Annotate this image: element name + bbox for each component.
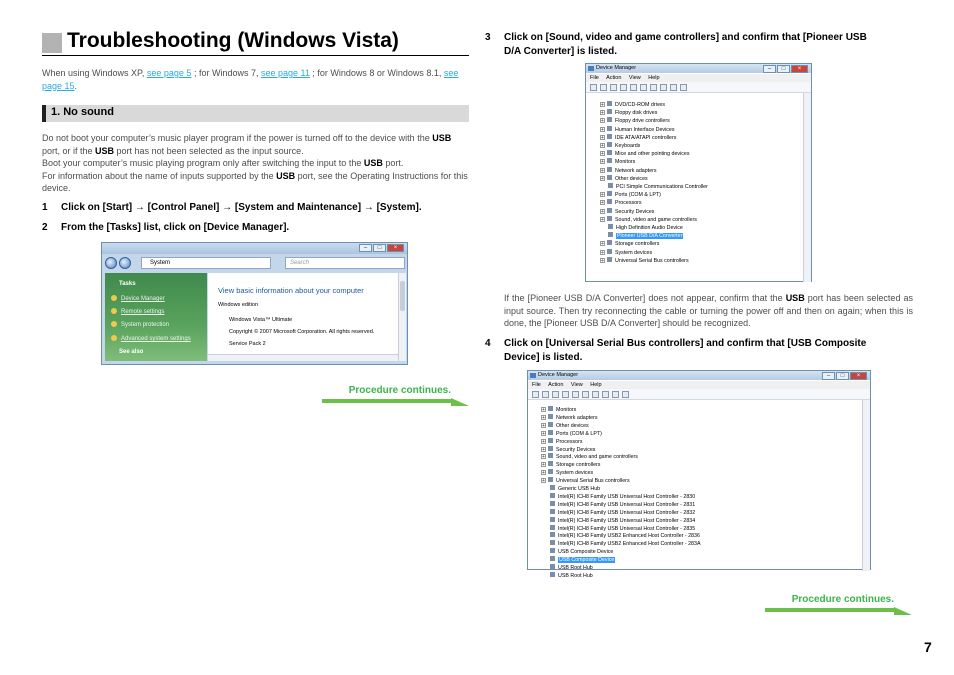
toolbar-icon	[670, 84, 677, 91]
expand-icon: +	[601, 118, 604, 125]
vertical-scrollbar	[398, 273, 406, 361]
device-icon	[608, 183, 613, 188]
note-paragraph	[504, 292, 913, 330]
task-label: System protection	[121, 322, 170, 328]
procedure-continues-label: Procedure continues.	[791, 594, 894, 605]
toolbar-icon	[630, 84, 637, 91]
step-text-line-1: Click on [Universal Serial Bus controllers] and confirm that [USB Composite	[504, 338, 867, 349]
device-icon	[550, 501, 555, 506]
device-label: Human Interface Devices	[615, 126, 675, 133]
device-label: Processors	[615, 200, 642, 207]
usb-label: USB	[785, 293, 805, 303]
dm-titlebar	[528, 371, 870, 380]
device-icon	[550, 540, 555, 545]
step-3	[485, 31, 915, 58]
device-icon	[550, 517, 555, 522]
window-titlebar	[102, 243, 407, 254]
device-icon	[607, 240, 612, 245]
device-label: Monitors	[615, 159, 636, 166]
note-text: If the [Pioneer USB D/A Converter] does not appear, confirm that the	[504, 293, 786, 303]
page-title: Troubleshooting (Windows Vista)	[67, 29, 399, 52]
toolbar-icon	[612, 391, 619, 398]
expand-icon: +	[542, 462, 545, 469]
step-text-line-2: Device] is listed.	[504, 351, 583, 363]
toolbar-icon	[532, 391, 539, 398]
step-1	[42, 202, 422, 213]
device-manager-screenshot-1	[585, 63, 812, 282]
device-icon	[548, 414, 553, 419]
expand-icon: +	[601, 151, 604, 158]
device-label: Security Devices	[615, 208, 655, 215]
expand-icon: +	[601, 200, 604, 207]
expand-icon: +	[601, 192, 604, 199]
device-icon	[550, 564, 555, 569]
device-label: Monitors	[556, 407, 577, 413]
expand-icon: +	[601, 110, 604, 117]
intro-text-4: .	[74, 80, 78, 91]
device-tree-item	[550, 493, 695, 501]
device-icon	[607, 199, 612, 204]
toolbar-icon	[640, 84, 647, 91]
search-field	[285, 257, 405, 269]
expand-icon: +	[601, 249, 604, 256]
device-label: Intel(R) ICH8 Family USB Universal Host Controller - 2830	[558, 493, 696, 500]
device-label: Ports (COM & LPT)	[556, 430, 602, 437]
device-label: System devices	[615, 249, 653, 256]
expand-icon: +	[601, 208, 604, 215]
procedure-bar	[322, 399, 452, 403]
step-text-line-1: Click on [Sound, video and game controllers] and confirm that [Pioneer USB	[504, 32, 867, 43]
device-label: Floppy disk drives	[615, 110, 658, 117]
device-icon	[607, 109, 612, 114]
device-tree-item	[600, 158, 635, 166]
expand-icon: +	[601, 143, 604, 149]
tasks-sidebar	[105, 273, 207, 361]
title-divider	[42, 55, 469, 56]
device-icon	[548, 469, 553, 474]
procedure-continues-label: Procedure continues.	[348, 385, 451, 396]
device-tree-item	[608, 183, 708, 191]
device-tree-item	[600, 167, 657, 175]
link-page-5[interactable]: see page 5	[146, 68, 192, 78]
tasks-heading: Tasks	[119, 281, 136, 287]
maximize-icon: □	[373, 244, 386, 252]
back-icon	[105, 257, 117, 269]
device-icon	[548, 477, 553, 482]
dm-menubar: File Action View Help	[586, 74, 811, 82]
device-tree-item	[600, 101, 665, 109]
device-tree-item	[541, 446, 595, 454]
dm-toolbar	[528, 389, 870, 400]
device-icon	[607, 150, 612, 155]
device-icon	[607, 126, 612, 131]
device-icon	[548, 430, 553, 435]
device-tree-item	[550, 485, 600, 493]
toolbar-icon	[680, 84, 687, 91]
expand-icon: +	[542, 407, 545, 413]
link-page-15[interactable]: see page 15	[42, 68, 459, 91]
device-icon	[548, 461, 553, 466]
toolbar-icon	[600, 84, 607, 91]
device-tree-item	[550, 532, 700, 540]
maximize-icon: □	[836, 372, 849, 380]
device-label: USB Root Hub	[558, 572, 593, 579]
close-icon: ×	[850, 372, 867, 380]
expand-icon: +	[601, 159, 604, 166]
expand-icon: +	[542, 438, 545, 445]
device-label: USB Composite Device	[558, 549, 614, 556]
expand-icon: +	[601, 175, 604, 182]
body-text: For information about the name of inputs supported by the	[42, 170, 277, 181]
device-label: IDE ATA/ATAPI controllers	[615, 134, 677, 141]
device-tree-item	[541, 461, 600, 469]
step-number: 4	[485, 338, 491, 349]
device-label: Network adapters	[615, 167, 657, 174]
system-heading: View basic information about your computer	[218, 286, 364, 295]
dm-menubar: File Action View Help	[528, 381, 870, 389]
device-icon	[548, 422, 553, 427]
toolbar-icon	[552, 391, 559, 398]
toolbar-icon	[660, 84, 667, 91]
device-tree-item	[600, 126, 674, 134]
device-icon	[607, 158, 612, 163]
address-text: System	[150, 260, 171, 266]
device-icon	[548, 446, 553, 451]
expand-icon: +	[542, 414, 545, 421]
device-icon	[550, 572, 555, 577]
device-label: Intel(R) ICH8 Family USB2 Enhanced Host Controller - 2836	[558, 533, 700, 540]
title-square-icon	[42, 33, 62, 53]
device-label: Intel(R) ICH8 Family USB Universal Host Controller - 2835	[558, 525, 696, 532]
minimize-icon: –	[822, 372, 835, 380]
usb-label: USB	[95, 145, 115, 156]
device-label: DVD/CD-ROM drives	[615, 102, 666, 108]
link-page-11[interactable]: see page 11	[260, 68, 310, 78]
device-tree-item	[600, 150, 690, 158]
expand-icon: +	[601, 102, 604, 108]
device-label: Storage controllers	[615, 241, 660, 248]
expand-icon: +	[542, 470, 545, 477]
body-text: port.	[382, 158, 404, 168]
toolbar-icon	[542, 391, 549, 398]
toolbar-icon	[582, 391, 589, 398]
device-manager-icon	[530, 373, 536, 378]
device-label: Universal Serial Bus controllers	[615, 257, 689, 264]
toolbar-icon	[650, 84, 657, 91]
body-paragraph-2	[42, 157, 469, 170]
task-label: Device Manager	[121, 296, 165, 302]
expand-icon: +	[542, 478, 545, 485]
device-icon	[550, 509, 555, 514]
copyright-text: Copyright © 2007 Microsoft Corporation. All rights reserved.	[229, 329, 375, 335]
maximize-icon: □	[777, 65, 790, 73]
device-tree-item	[600, 216, 697, 224]
device-icon	[607, 142, 612, 147]
see-also-heading: See also	[119, 349, 144, 355]
device-icon	[607, 191, 612, 196]
device-tree-item	[600, 257, 689, 265]
toolbar-icon	[562, 391, 569, 398]
device-label: High Definition Audio Device	[616, 225, 683, 231]
device-label: PCI Simple Communications Controller	[616, 184, 708, 190]
toolbar-icon	[592, 391, 599, 398]
device-label: Storage controllers	[556, 462, 601, 469]
step-2	[42, 222, 289, 233]
minimize-icon: –	[763, 65, 776, 73]
device-label: USB Root Hub	[558, 565, 593, 571]
section-header	[42, 105, 469, 122]
device-tree-item	[608, 224, 683, 232]
address-bar	[105, 256, 403, 270]
device-icon	[548, 406, 553, 411]
expand-icon: +	[601, 216, 604, 223]
arrow-right-icon	[894, 607, 912, 615]
forward-icon	[119, 257, 131, 269]
edition-value: Windows Vista™ Ultimate	[229, 317, 293, 323]
device-tree-item	[600, 175, 648, 183]
device-tree-item	[541, 477, 630, 485]
device-label: System devices	[556, 470, 594, 477]
step-number: 2	[42, 222, 48, 233]
device-tree-item	[541, 469, 593, 477]
toolbar-icon	[620, 84, 627, 91]
task-device-manager	[111, 295, 165, 302]
device-label: Generic USB Hub	[558, 486, 601, 492]
device-tree-item	[600, 240, 659, 248]
device-tree-item	[600, 199, 642, 207]
expand-icon: +	[601, 134, 604, 141]
dm-titlebar	[586, 64, 811, 73]
device-icon	[607, 208, 612, 213]
device-label: Intel(R) ICH8 Family USB Universal Host Controller - 2834	[558, 517, 696, 524]
device-label: Intel(R) ICH8 Family USB2 Enhanced Host Controller - 283A	[558, 541, 701, 548]
expand-icon: +	[542, 430, 545, 437]
device-label: Ports (COM & LPT)	[615, 192, 661, 199]
device-tree-item	[600, 142, 640, 150]
task-label: Remote settings	[121, 309, 165, 315]
toolbar-icon	[590, 84, 597, 91]
device-icon	[607, 216, 612, 221]
device-label: Sound, video and game controllers	[556, 454, 638, 461]
toolbar-icon	[622, 391, 629, 398]
device-tree-item	[550, 548, 613, 556]
device-tree-item	[550, 564, 593, 572]
step-number: 3	[485, 32, 491, 43]
expand-icon: +	[542, 422, 545, 429]
device-tree-item	[550, 509, 695, 517]
usb-label: USB	[363, 158, 383, 168]
device-icon	[607, 101, 612, 106]
device-icon	[548, 438, 553, 443]
edition-label: Windows edition	[218, 302, 259, 308]
device-icon	[550, 556, 555, 561]
intro-text-2: ; for Windows 7,	[191, 68, 261, 78]
device-tree-item	[541, 414, 598, 422]
intro-text-3: ; for Windows 8 or Windows 8.1,	[309, 68, 444, 78]
expand-icon: +	[601, 257, 604, 264]
device-tree-item	[550, 556, 615, 564]
device-tree-item	[541, 438, 583, 446]
expand-icon: +	[542, 446, 545, 453]
device-label: Pioneer USB D/A Converter	[617, 233, 683, 240]
shield-icon	[111, 335, 117, 341]
search-placeholder: Search	[290, 260, 310, 266]
device-icon	[607, 117, 612, 122]
device-label: Other devices	[556, 422, 589, 429]
device-icon	[607, 249, 612, 254]
intro-paragraph	[42, 67, 469, 92]
device-tree-item	[600, 208, 654, 216]
device-icon	[608, 232, 613, 237]
usb-label: USB	[432, 133, 452, 143]
toolbar-icon	[572, 391, 579, 398]
device-label: Intel(R) ICH8 Family USB Universal Host Controller - 2832	[558, 509, 696, 516]
procedure-bar	[765, 608, 895, 612]
task-label: Advanced system settings	[121, 336, 191, 342]
device-tree-item	[550, 540, 700, 548]
system-window-screenshot	[101, 242, 408, 365]
device-label: Intel(R) ICH8 Family USB Universal Host Controller - 2831	[558, 501, 696, 508]
device-tree-item	[550, 517, 695, 525]
body-text: port, see the Operating Instructions for this device.	[42, 170, 468, 193]
device-icon	[607, 134, 612, 139]
arrow-right-icon	[451, 398, 469, 406]
expand-icon: +	[542, 454, 545, 461]
device-icon	[550, 525, 555, 530]
device-tree-item	[550, 572, 593, 580]
device-tree-item	[600, 109, 657, 117]
device-icon	[608, 224, 613, 229]
toolbar-icon	[602, 391, 609, 398]
page-number: 7	[924, 639, 932, 655]
device-tree-item	[541, 422, 589, 430]
device-label: Sound, video and game controllers	[615, 216, 697, 223]
intro-text-1: When using Windows XP,	[42, 68, 147, 78]
service-pack: Service Pack 2	[229, 341, 266, 347]
device-manager-screenshot-2	[527, 370, 871, 579]
dm-title: Device Manager	[538, 372, 579, 378]
section-title: 1. No sound	[51, 106, 114, 118]
body-text: Boot your computer’s music playing program only after switching the input to the	[42, 158, 364, 168]
device-tree-item	[600, 134, 676, 142]
device-tree-item	[600, 117, 670, 125]
section-body	[42, 132, 469, 195]
vertical-scrollbar	[803, 93, 811, 282]
device-tree-item	[600, 191, 661, 199]
device-tree-item	[550, 525, 695, 533]
step-text: Click on [Start] → [Control Panel] → [System and Maintenance] → [System].	[61, 202, 422, 213]
device-label: Network adapters	[556, 414, 598, 421]
procedure-continues-left	[322, 385, 469, 403]
body-text: port, or if the	[42, 145, 96, 156]
device-icon	[607, 175, 612, 180]
close-icon: ×	[387, 244, 404, 252]
device-label: Universal Serial Bus controllers	[556, 478, 630, 485]
shield-icon	[111, 321, 117, 327]
body-paragraph-3	[42, 170, 469, 195]
device-tree-item	[600, 249, 652, 257]
device-tree-item	[550, 501, 695, 509]
device-tree-item	[608, 232, 683, 240]
device-label: Mice and other pointing devices	[615, 151, 690, 158]
toolbar-icon	[610, 84, 617, 91]
step-text: From the [Tasks] list, click on [Device Manager].	[61, 222, 290, 233]
procedure-continues-right	[765, 594, 912, 612]
expand-icon: +	[601, 241, 604, 248]
step-text-line-2: D/A Converter] is listed.	[504, 45, 617, 57]
task-system-protection	[111, 321, 169, 328]
body-text: Do not boot your computer’s music player program if the power is turned off to the device with the	[42, 133, 433, 143]
device-tree-item	[541, 406, 576, 414]
minimize-icon: –	[359, 244, 372, 252]
device-label: USB Composite Device	[559, 557, 615, 564]
device-label: Processors	[556, 438, 583, 445]
horizontal-scrollbar	[208, 354, 398, 361]
device-manager-icon	[588, 66, 594, 71]
device-icon	[607, 257, 612, 262]
close-icon: ×	[791, 65, 808, 73]
dm-toolbar	[586, 82, 811, 93]
page-title-block	[42, 30, 422, 56]
device-label: Keyboards	[615, 143, 641, 149]
system-info-panel	[208, 273, 398, 361]
device-icon	[548, 453, 553, 458]
expand-icon: +	[601, 167, 604, 174]
device-icon	[550, 532, 555, 537]
step-4	[485, 337, 915, 364]
expand-icon: +	[601, 126, 604, 133]
task-remote-settings	[111, 308, 164, 315]
usb-label: USB	[276, 170, 296, 181]
shield-icon	[111, 295, 117, 301]
device-icon	[550, 485, 555, 490]
body-text: port has not been selected as the input source.	[114, 145, 304, 156]
device-icon	[550, 493, 555, 498]
device-tree-item	[541, 453, 638, 461]
shield-icon	[111, 308, 117, 314]
task-advanced-settings	[111, 335, 191, 342]
dm-title: Device Manager	[596, 65, 637, 71]
vertical-scrollbar	[862, 400, 870, 571]
step-number: 1	[42, 202, 48, 213]
device-label: Other devices	[615, 175, 648, 182]
device-label: Floppy drive controllers	[615, 118, 670, 125]
note-text: port has been selected as input source. Then try reconnecting the cable or turning the power off and then on again; when this is done, the [Pioneer USB D/A Converter] should be recognized.	[504, 293, 913, 328]
address-field	[141, 257, 271, 269]
device-icon	[607, 167, 612, 172]
body-paragraph-1	[42, 132, 469, 157]
device-tree-item	[541, 430, 602, 438]
device-icon	[550, 548, 555, 553]
device-label: Security Devices	[556, 446, 596, 453]
